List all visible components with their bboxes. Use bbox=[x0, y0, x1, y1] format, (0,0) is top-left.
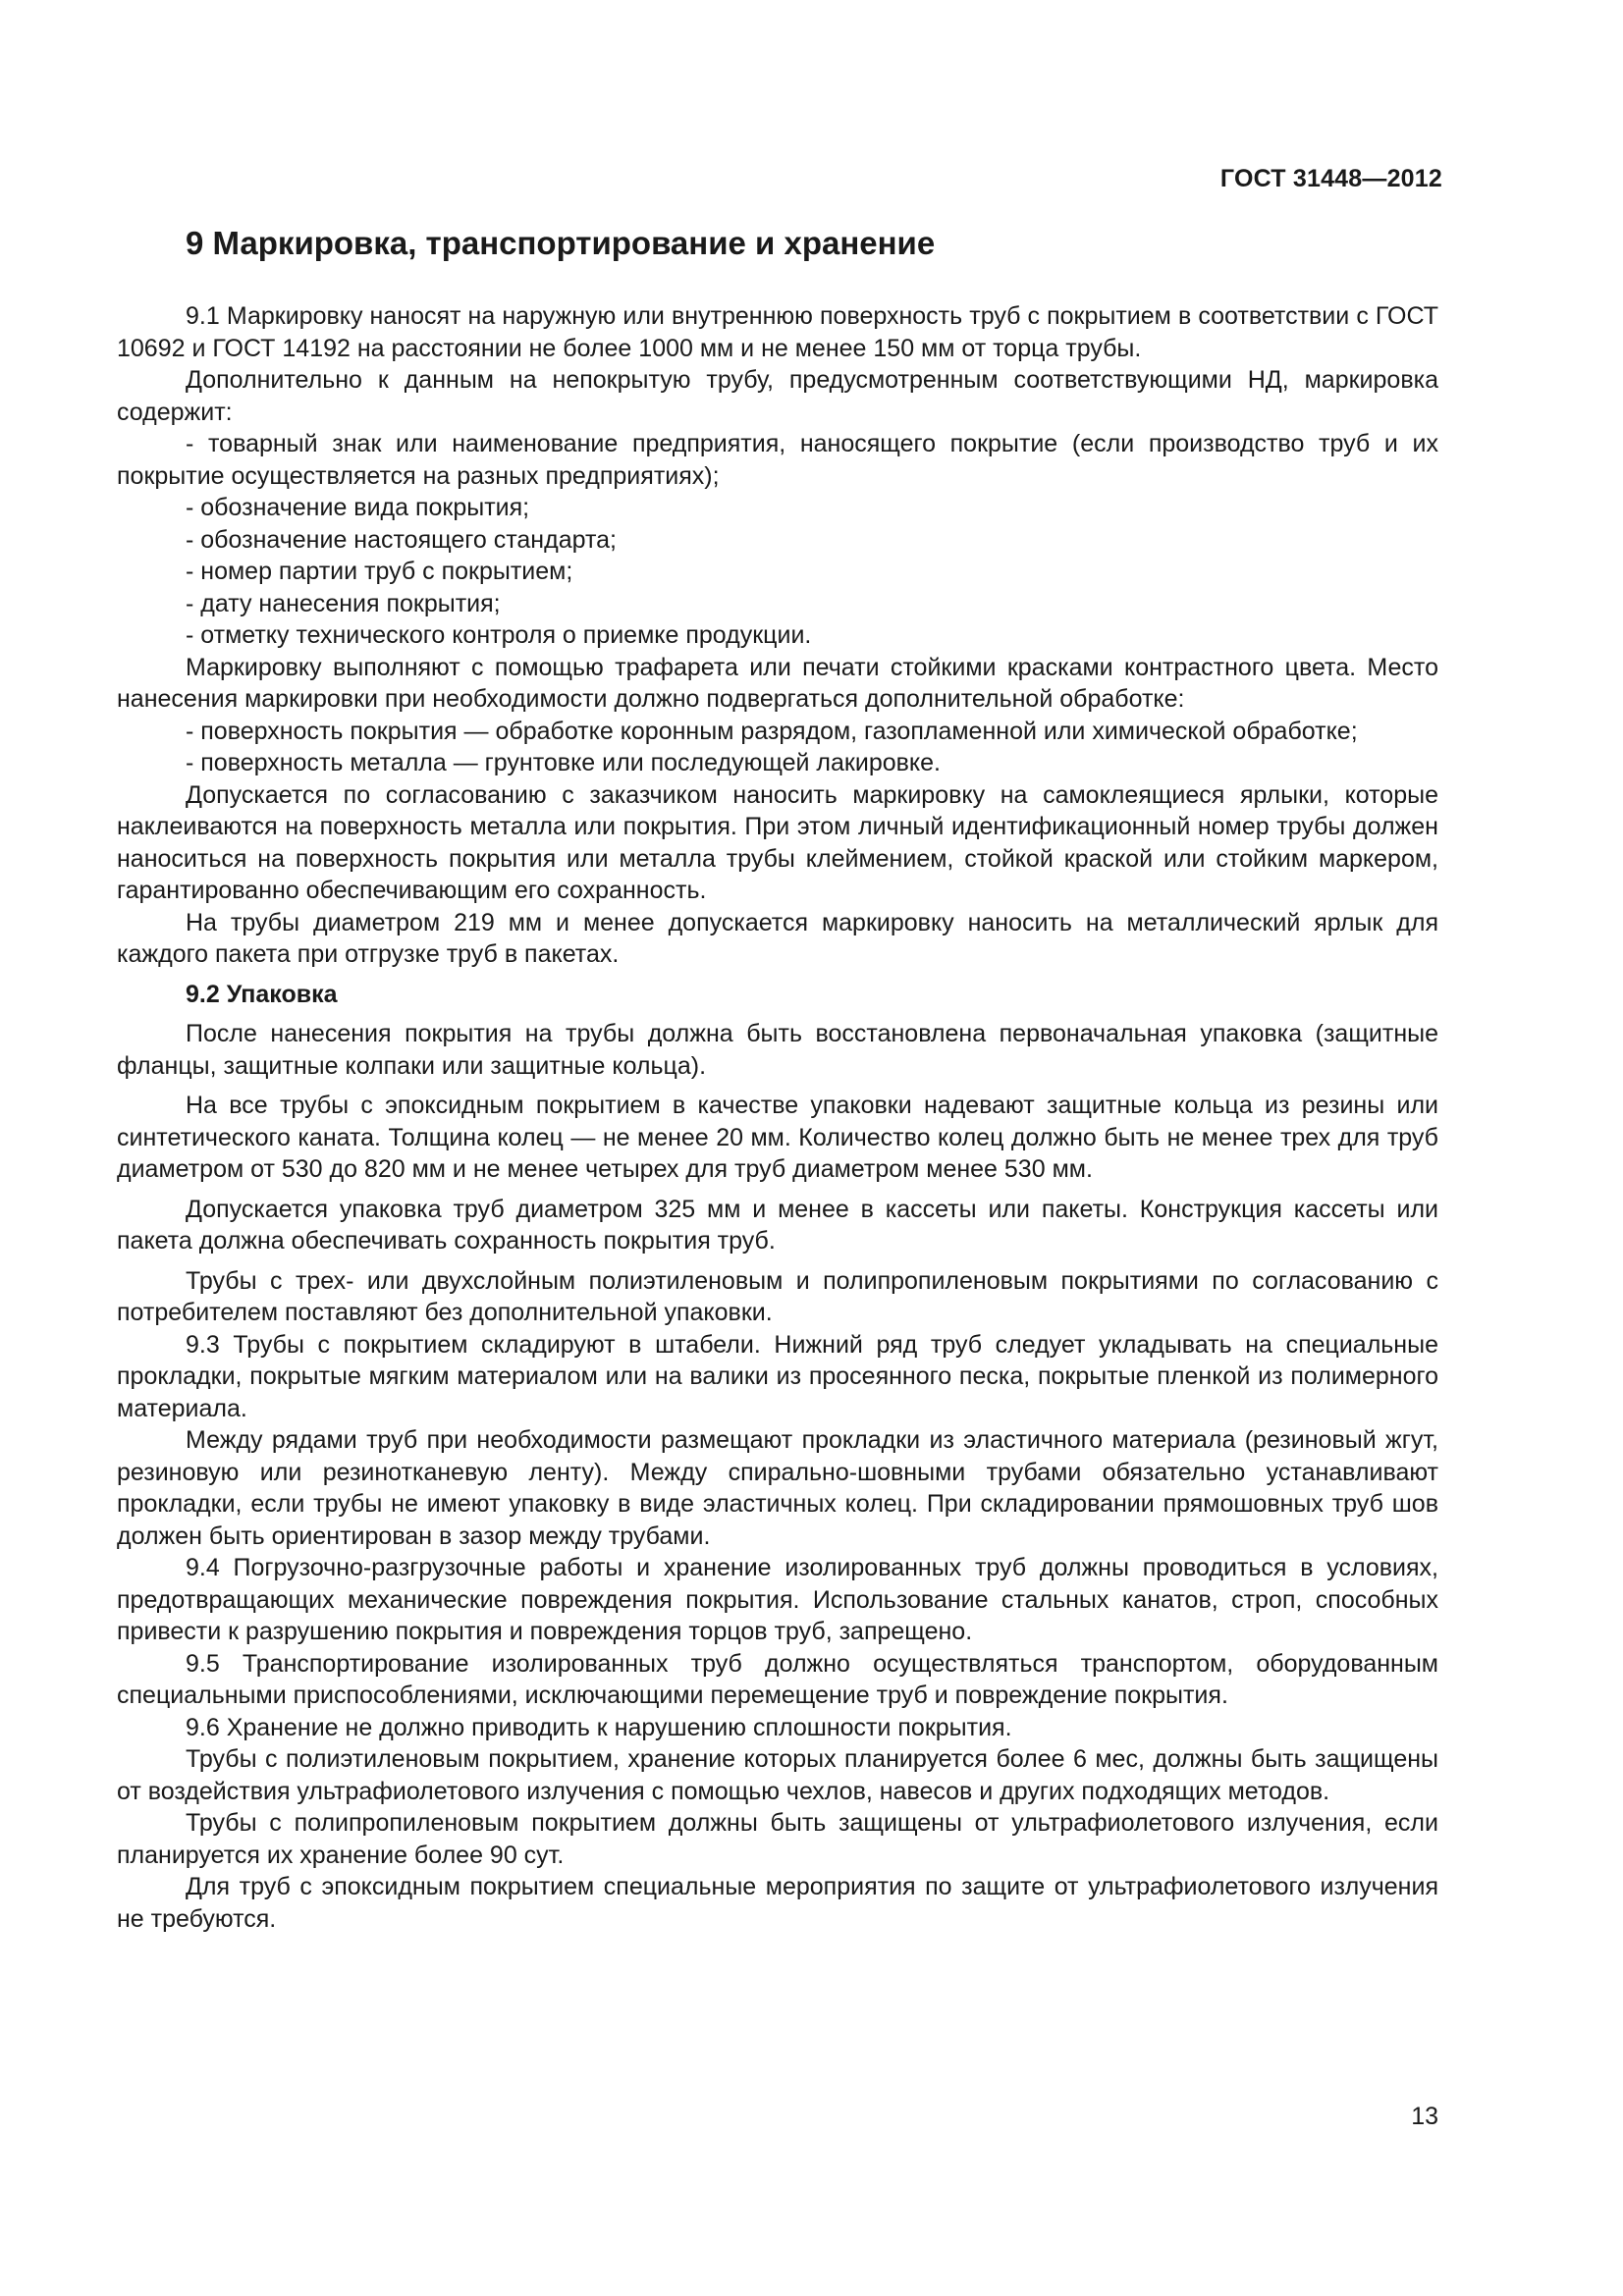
list-item-metal-surface: - поверхность металла — грунтовке или последующей лакировке. bbox=[186, 749, 941, 776]
list-item-trademark: - товарный знак или наименование предприятия, наносящего покрытие (если производство труб и их покрытие осуществляется на разных предприятиях); bbox=[117, 430, 1438, 490]
list-item-coating-date: - дату нанесения покрытия; bbox=[186, 589, 501, 617]
paragraph-metal-tag: На трубы диаметром 219 мм и менее допускается маркировку наносить на металлический ярлык для каждого пакета при отгрузке труб в пакетах. bbox=[117, 908, 1438, 968]
section-title: 9 Маркировка, транспортирование и хранение bbox=[186, 225, 936, 261]
list-item-coating-surface: - поверхность покрытия — обработке коронным разрядом, газопламенной или химической обработке; bbox=[186, 717, 1358, 745]
paragraph-spacers: Между рядами труб при необходимости размещают прокладки из эластичного материала (резиновый жгут, резиновую или резинотканевую ленту). Между спирально-шовными трубами обязательно устанавливают прокладки, если трубы не имеют упаковку в виде эластичных колец. При складировании прямошовных труб шов должен быть ориентирован в зазор между трубами. bbox=[117, 1426, 1438, 1550]
list-item-technical-control: - отметку технического контроля о приемке продукции. bbox=[186, 621, 812, 649]
paragraph-marking-contents: Дополнительно к данным на непокрытую трубу, предусмотренным соответствующими НД, маркировка содержит: bbox=[117, 366, 1438, 426]
list-item-batch-number: - номер партии труб с покрытием; bbox=[186, 558, 573, 585]
paragraph-cassettes: Допускается упаковка труб диаметром 325 мм и менее в кассеты или пакеты. Конструкция кассеты или пакета должна обеспечивать сохранность покрытия труб. bbox=[117, 1195, 1438, 1255]
paragraph-polyethylene-storage: Трубы с полиэтиленовым покрытием, хранение которых планируется более 6 мес, должны быть защищены от воздействия ультрафиолетового излучения с помощью чехлов, навесов и других подходящих методов. bbox=[117, 1745, 1438, 1805]
paragraph-self-adhesive-labels: Допускается по согласованию с заказчиком наносить маркировку на самоклеящиеся ярлыки, которые наклеиваются на поверхность металла или покрытия. При этом личный идентификационный номер трубы должен наноситься на поверхность покрытия или металла трубы клеймением, стойкой краской или стойким маркером, гарантированно обеспечивающим его сохранность. bbox=[117, 780, 1438, 904]
paragraph-protective-rings: На все трубы с эпоксидным покрытием в качестве упаковки надевают защитные кольца из резины или синтетического каната. Толщина колец — не менее 20 мм. Количество колец должно быть не менее трех для труб диаметром от 530 до 820 мм и не менее четырех для труб диаметром менее 530 мм. bbox=[117, 1092, 1438, 1183]
paragraph-polypropylene-storage: Трубы с полипропиленовым покрытием должны быть защищены от ультрафиолетового излучения, если планируется их хранение более 90 сут. bbox=[117, 1809, 1438, 1869]
page-content bbox=[117, 224, 1438, 1935]
paragraph-9-5: 9.5 Транспортирование изолированных труб должно осуществляться транспортом, оборудованным специальными приспособлениями, исключающими перемещение труб и повреждение покрытия. bbox=[117, 1649, 1438, 1709]
paragraph-9-1: 9.1 Маркировку наносят на наружную или внутреннюю поверхность труб с покрытием в соответствии с ГОСТ 10692 и ГОСТ 14192 на расстоянии не более 1000 мм и не менее 150 мм от торца трубы. bbox=[117, 302, 1438, 362]
paragraph-original-packaging: После нанесения покрытия на трубы должна быть восстановлена первоначальная упаковка (защитные фланцы, защитные колпаки или защитные кольца). bbox=[117, 1020, 1438, 1080]
paragraph-9-6: 9.6 Хранение не должно приводить к нарушению сплошности покрытия. bbox=[186, 1713, 1012, 1741]
page-number: 13 bbox=[1411, 2103, 1438, 2130]
list-item-coating-type: - обозначение вида покрытия; bbox=[186, 494, 530, 521]
document-code: ГОСТ 31448—2012 bbox=[1219, 165, 1442, 192]
list-item-standard: - обозначение настоящего стандарта; bbox=[186, 525, 617, 554]
paragraph-9-3: 9.3 Трубы с покрытием складируют в штабели. Нижний ряд труб следует укладывать на специальные прокладки, покрытые мягким материалом или на валики из просеянного песка, покрытые пленкой из полимерного материала. bbox=[117, 1330, 1438, 1422]
paragraph-epoxy-storage: Для труб с эпоксидным покрытием специальные мероприятия по защите от ультрафиолетового излучения не требуются. bbox=[117, 1873, 1438, 1933]
paragraph-no-extra-packaging: Трубы с трех- или двухслойным полиэтиленовым и полипропиленовым покрытиями по согласованию с потребителем поставляют без дополнительной упаковки. bbox=[117, 1266, 1438, 1326]
subsection-title-packaging: 9.2 Упаковка bbox=[186, 980, 338, 1008]
paragraph-marking-method: Маркировку выполняют с помощью трафарета или печати стойкими красками контрастного цвета. Место нанесения маркировки при необходимости должно подвергаться дополнительной обработке: bbox=[117, 653, 1438, 713]
paragraph-9-4: 9.4 Погрузочно-разгрузочные работы и хранение изолированных труб должны проводиться в условиях, предотвращающих механические повреждения покрытия. Использование стальных канатов, строп, способных привести к разрушению покрытия и повреждения торцов труб, запрещено. bbox=[117, 1554, 1438, 1645]
